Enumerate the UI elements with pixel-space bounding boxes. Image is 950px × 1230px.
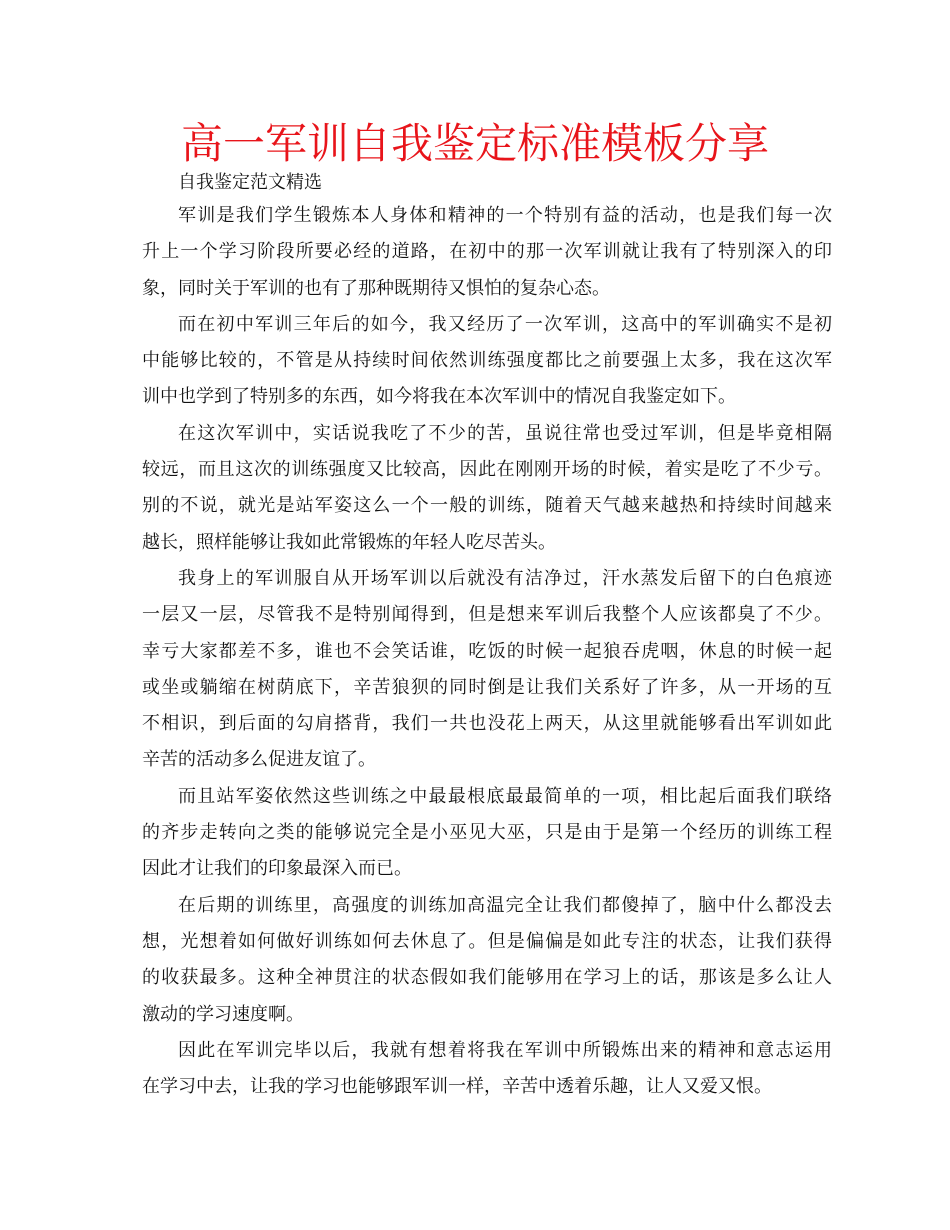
paragraph-line: 因此在军训完毕以后，我就有想着将我在军训中所锻炼出来的精神和意志运用 (178, 1039, 832, 1061)
paragraph-line: 或坐或躺缩在树荫底下，辛苦狼狈的同时倒是让我们关系好了许多，从一开场的互 (142, 676, 832, 698)
document-body (142, 198, 832, 1105)
paragraph-line: 而在初中军训三年后的如今，我又经历了一次军训，这高中的军训确实不是初 (178, 313, 832, 335)
paragraph-line: 在后期的训练里，高强度的训练加高温完全让我们都傻掉了，脑中什么都没去 (178, 894, 832, 916)
paragraph (142, 198, 832, 307)
paragraph-line: 训中也学到了特别多的东西，如今将我在本次军训中的情况自我鉴定如下。 (142, 386, 736, 408)
paragraph-line: 军训是我们学生锻炼本人身体和精神的一个特别有益的活动，也是我们每一次 (178, 205, 832, 226)
paragraph-line: 越长，照样能够让我如此常锻炼的年轻人吃尽苦头。 (142, 531, 556, 553)
paragraph-line: 象，同时关于军训的也有了那种既期待又惧怕的复杂心态。 (142, 277, 610, 299)
paragraph-line: 的齐步走转向之类的能够说完全是小巫见大巫，只是由于是第一个经历的训练工程 (142, 822, 832, 844)
paragraph-line: 幸亏大家都差不多，谁也不会笑话谁，吃饭的时候一起狼吞虎咽，休息的时候一起 (142, 640, 832, 662)
paragraph-line: 在这次军训中，实话说我吃了不少的苦，虽说往常也受过军训，但是毕竟相隔 (178, 422, 832, 444)
paragraph (142, 779, 832, 888)
paragraph (142, 416, 832, 561)
paragraph-line: 想，光想着如何做好训练如何去休息了。但是偏偏是如此专注的状态，让我们获得 (142, 930, 832, 952)
paragraph-line: 的收获最多。这种全神贯注的状态假如我们能够用在学习上的话，那该是多么让人 (142, 967, 832, 989)
page-title: 高一军训自我鉴定标准模板分享 (180, 119, 769, 168)
paragraph-line: 而且站军姿依然这些训练之中最最根底最最简单的一项，相比起后面我们联络 (178, 785, 832, 807)
paragraph-line: 在学习中去，让我的学习也能够跟军训一样，辛苦中透着乐趣，让人又爱又恨。 (142, 1076, 772, 1098)
paragraph (142, 307, 832, 416)
paragraph-line: 较远，而且这次的训练强度又比较高，因此在刚刚开场的时候，着实是吃了不少亏。 (142, 459, 832, 481)
paragraph-line: 中能够比较的，不管是从持续时间依然训练强度都比之前要强上太多，我在这次军 (142, 350, 832, 372)
paragraph-line: 别的不说，就光是站军姿这么一个一般的训练，随着天气越来越热和持续时间越来 (142, 495, 832, 517)
paragraph-line: 不相识，到后面的勾肩搭背，我们一共也没花上两天，从这里就能够看出军训如此 (142, 713, 832, 735)
paragraph-line: 升上一个学习阶段所要必经的道路，在初中的那一次军训就让我有了特别深入的印 (142, 241, 832, 263)
paragraph-line: 激动的学习速度啊。 (142, 1003, 304, 1025)
paragraph (142, 888, 832, 1033)
document-subtitle: 自我鉴定范文精选 (178, 172, 322, 193)
paragraph-line: 一层又一层，尽管我不是特别闻得到，但是想来军训后我整个人应该都臭了不少。 (142, 604, 832, 626)
paragraph (142, 1033, 832, 1106)
paragraph-line: 因此才让我们的印象最深入而已。 (142, 858, 412, 880)
paragraph-line: 我身上的军训服自从开场军训以后就没有洁净过，汗水蒸发后留下的白色痕迹 (178, 567, 832, 589)
paragraph-line: 辛苦的活动多么促进友谊了。 (142, 749, 376, 771)
paragraph (142, 561, 832, 779)
